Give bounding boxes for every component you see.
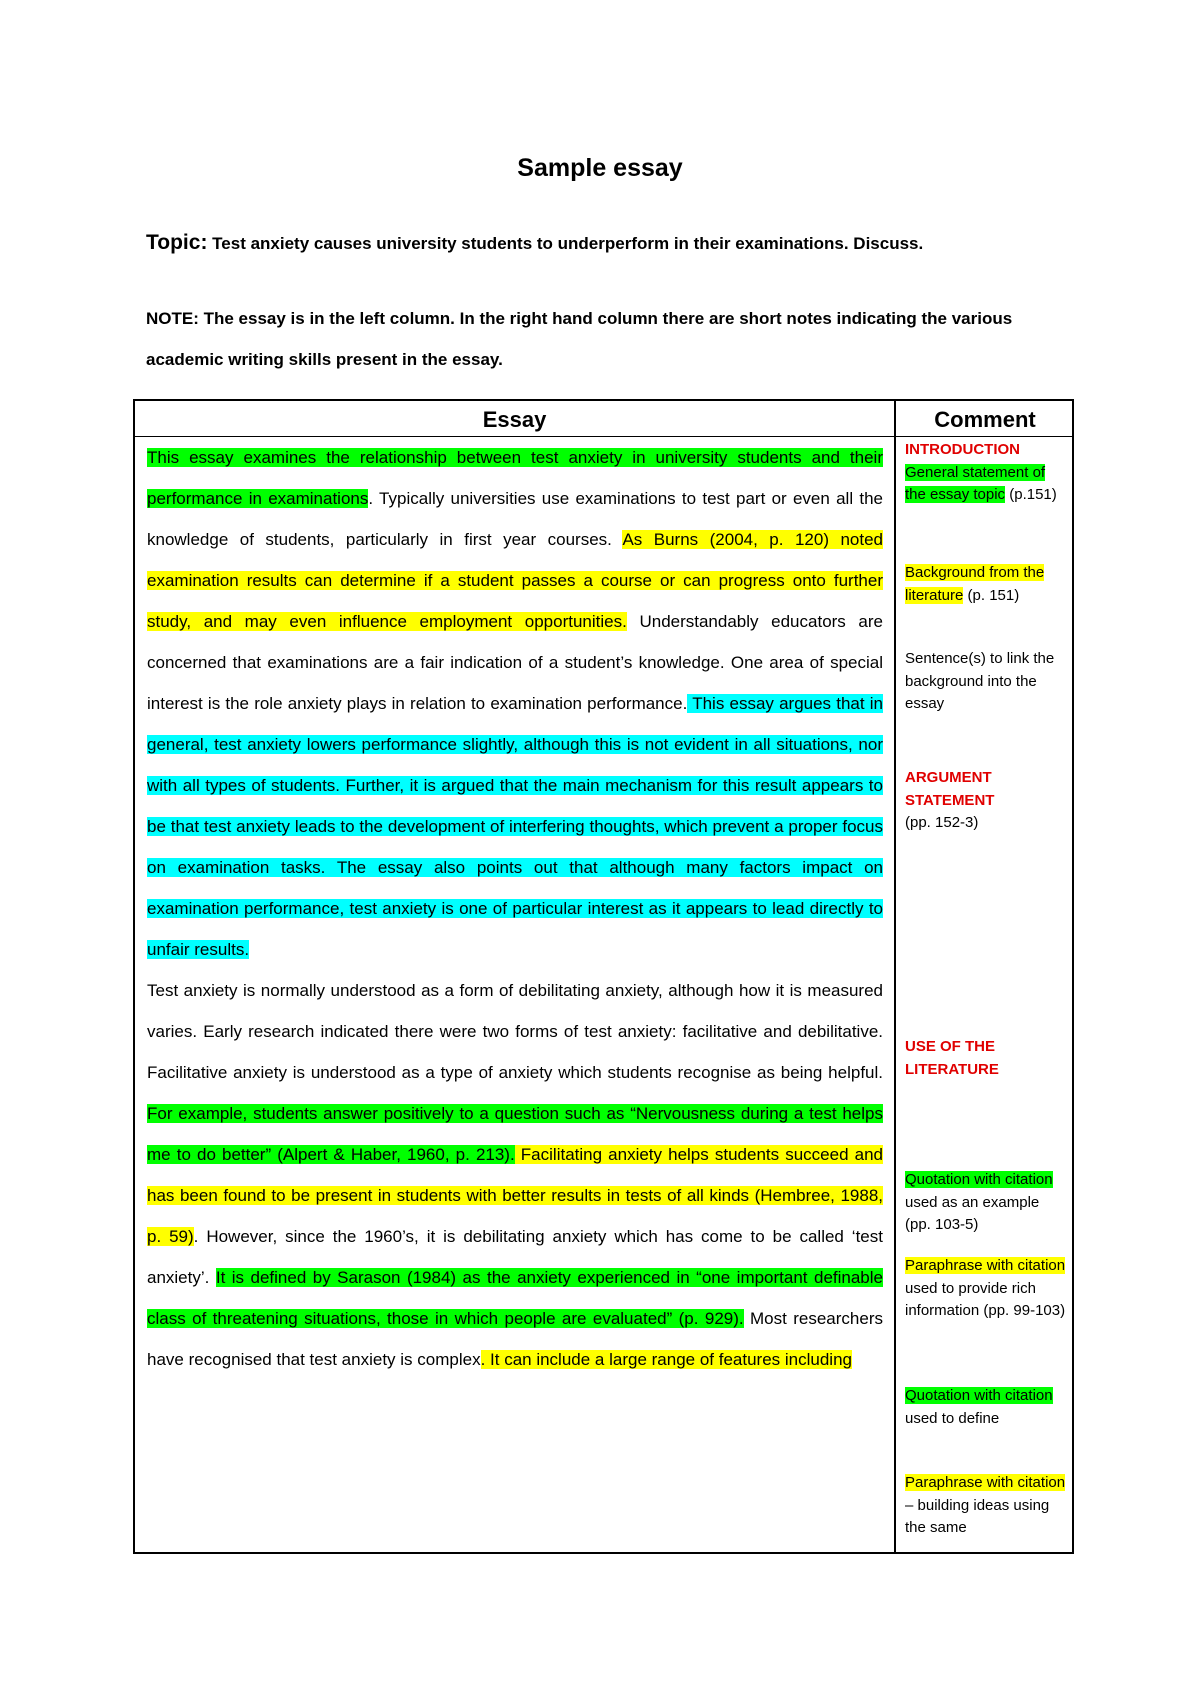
comment-text: used to define bbox=[905, 1409, 1000, 1427]
comment-highlight: Paraphrase with citation bbox=[905, 1257, 1066, 1274]
essay-text: . However, since the 1960’s, it is debilitating anxiety which has come to be called ‘test anxiety’. bbox=[147, 1227, 883, 1287]
essay-paraphrase-rich: Facilitating anxiety helps students succeed and has been found to be present in students with better results in tests of all kinds (Hembree, 1988, p. 59) bbox=[147, 1145, 884, 1246]
comment-link bbox=[905, 648, 1067, 716]
comment-label: INTRODUCTION bbox=[905, 441, 1020, 458]
essay-paragraph-literature bbox=[147, 970, 883, 1380]
comment-text: Sentence(s) to link the background into the essay bbox=[905, 650, 1055, 712]
comment-use-of-literature bbox=[905, 1036, 1067, 1081]
note-text: NOTE: The essay is in the left column. In the right hand column there are short notes indicating the various academic writing skills present in the essay. bbox=[146, 309, 1013, 369]
comment-text: – building ideas using the same bbox=[905, 1496, 1050, 1536]
comment-quotation-example bbox=[905, 1169, 1067, 1237]
essay-argument-statement: This essay argues that in general, test anxiety lowers performance slightly, although this is not evident in all situations, nor with all types of students. Further, it is argued that the main mechanism for this result appears to be that test anxiety leads to the development of interfering thoughts, which prevent a proper focus on examination tasks. The essay also points out that although many factors impact on examination performance, test anxiety is one of particular interest as it appears to lead directly to unfair results. bbox=[147, 694, 883, 959]
essay-link-sentences: Understandably educators are concerned that examinations are a fair indication of a student’s knowledge. One area of special interest is the role anxiety plays in relation to examination performance. bbox=[147, 612, 883, 713]
comment-paraphrase-rich bbox=[905, 1255, 1067, 1323]
comment-label: USE OF THE LITERATURE bbox=[905, 1038, 999, 1078]
comment-text: (p. 151) bbox=[963, 586, 1020, 604]
comment-highlight: Background from the literature bbox=[905, 564, 1045, 604]
essay-column bbox=[147, 437, 883, 1380]
comment-highlight: General statement of the essay topic bbox=[905, 463, 1046, 503]
essay-text: . Typically universities use examinations to test part or even all the knowledge of students, particularly in first year courses. bbox=[147, 489, 883, 549]
comment-paraphrase-building bbox=[905, 1472, 1067, 1540]
comment-introduction bbox=[905, 439, 1067, 507]
document-title: Sample essay bbox=[517, 154, 683, 182]
essay-paraphrase-building: . It can include a large range of features including bbox=[480, 1350, 852, 1369]
topic-label: Topic: bbox=[146, 231, 208, 254]
comment-highlight: Paraphrase with citation bbox=[905, 1474, 1066, 1491]
essay-quotation-example: For example, students answer positively to a question such as “Nervousness during a test helps me to do better” (Alpert & Haber, 1960, p. 213). bbox=[147, 1104, 883, 1164]
topic-line bbox=[146, 228, 1086, 259]
essay-text: Test anxiety is normally understood as a form of debilitating anxiety, although how it is measured varies. Early research indicated there were two forms of test anxiety: facilitative and debilitative. Facilitative anxiety is understood as a type of anxiety which students recognise as being helpful. bbox=[147, 981, 883, 1082]
comment-highlight: Quotation with citation bbox=[905, 1171, 1053, 1188]
essay-general-statement: This essay examines the relationship between test anxiety in university students and their performance in examinations bbox=[147, 448, 883, 508]
essay-quotation-define: It is defined by Sarason (1984) as the anxiety experienced in “one important definable class of threatening situations, those in which people are evaluated” (p. 929). bbox=[147, 1268, 883, 1328]
comment-label: ARGUMENT STATEMENT bbox=[905, 769, 995, 809]
essay-text: Most researchers have recognised that test anxiety is complex bbox=[147, 1309, 883, 1369]
essay-background-literature: As Burns (2004, p. 120) noted examination results can determine if a student passes a course or can progress onto further study, and may even influence employment opportunities. bbox=[147, 530, 883, 631]
essay-paragraph-introduction bbox=[147, 437, 883, 970]
comment-text: used to provide rich information (pp. 99-103) bbox=[905, 1279, 1066, 1319]
topic-text: Test anxiety causes university students to underperform in their examinations. Discuss. bbox=[212, 234, 924, 253]
comment-quotation-define bbox=[905, 1385, 1067, 1430]
comment-text: (pp. 152-3) bbox=[905, 814, 979, 831]
column-divider bbox=[894, 401, 896, 1552]
comment-text: (p.151) bbox=[1005, 486, 1057, 503]
comment-column-header: Comment bbox=[934, 407, 1036, 432]
table-header-row bbox=[135, 401, 1072, 437]
comment-text: used as an example (pp. 103-5) bbox=[905, 1193, 1040, 1233]
comment-highlight: Quotation with citation bbox=[905, 1387, 1053, 1404]
essay-column-header: Essay bbox=[482, 407, 547, 432]
essay-comment-table bbox=[133, 399, 1074, 1554]
comment-background bbox=[905, 562, 1067, 607]
comment-argument bbox=[905, 767, 1067, 835]
